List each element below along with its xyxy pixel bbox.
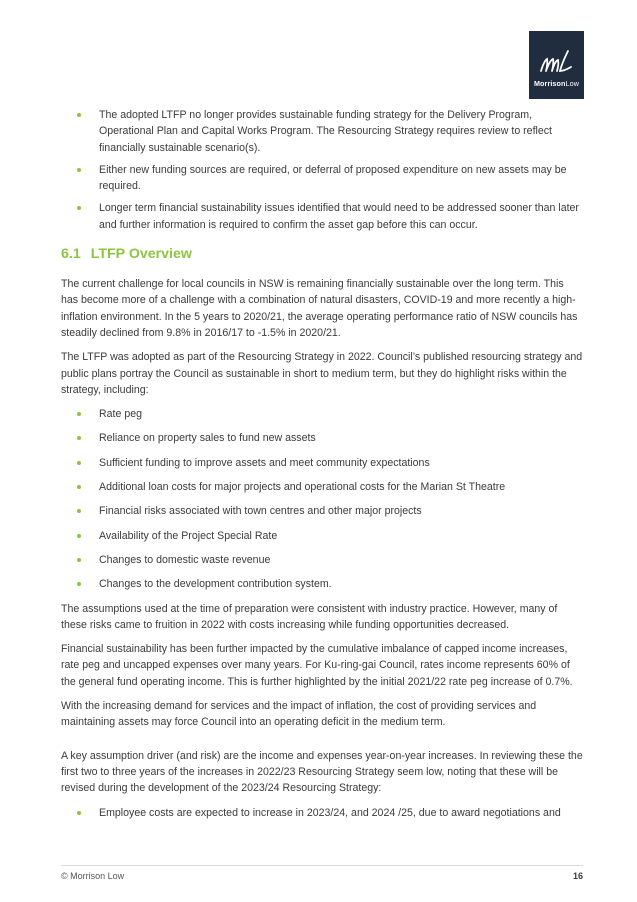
list-item: Rate peg (61, 406, 583, 422)
logo-wordmark: MorrisonLow (533, 79, 580, 88)
list-item: Financial risks associated with town centres and other major projects (61, 503, 583, 519)
list-item: Sufficient funding to improve assets and meet community expectations (61, 455, 583, 471)
footer-copyright: © Morrison Low (61, 871, 125, 881)
risk-bullet-list (61, 406, 583, 592)
paragraph: The assumptions used at the time of preparation were consistent with industry practice. However, many of these risks came to fruition in 2022 with costs increasing while funding opportunities decreased. (61, 602, 558, 631)
page-content (61, 107, 583, 829)
list-item: Employee costs are expected to increase in 2023/24, and 2024 /25, due to award negotiations and (61, 805, 583, 821)
list-item: Additional loan costs for major projects and operational costs for the Marian St Theatre (61, 479, 583, 495)
list-item: Longer term financial sustainability issues identified that would need to be addressed sooner than later and further information is required to confirm the asset gap before this can occur. (61, 200, 583, 233)
page-footer (61, 865, 583, 882)
paragraph: The LTFP was adopted as part of the Resourcing Strategy in 2022. Council’s published resourcing strategy and public plans portray the Council as sustainable in short to medium term, but they do highlight risks within the strategy, including: (61, 351, 583, 396)
morrison-low-logo (529, 31, 584, 99)
list-item: Changes to the development contribution system. (61, 576, 583, 592)
section-number: 6.1 (61, 246, 81, 263)
list-item: Changes to domestic waste revenue (61, 552, 583, 568)
section-heading (61, 245, 583, 263)
paragraph: Financial sustainability has been further impacted by the cumulative imbalance of capped income increases, rate peg and uncapped expenses over many years. For Ku-ring-gai Council, rates income represents 60% of the general fund operating income. This is further highlighted by the initial 2021/22 rate peg increase of 0.7%. (61, 643, 573, 688)
ml-monogram-icon (538, 49, 575, 75)
paragraph: With the increasing demand for services and the impact of inflation, the cost of providing services and maintaining assets may force Council into an operating deficit in the medium term. (61, 700, 537, 729)
paragraph: A key assumption driver (and risk) are the income and expenses year-on-year increases. In reviewing these the first two to three years of the increases in 2022/23 Resourcing Strategy seem low, noting that these will be revised during the development of the 2023/24 Resourcing Strategy: (61, 749, 583, 795)
intro-bullet-list (61, 107, 583, 233)
assumption-bullet-list (61, 805, 583, 821)
list-item: The adopted LTFP no longer provides sustainable funding strategy for the Delivery Program, Operational Plan and Capital Works Program. The Resourcing Strategy requires review to reflect financially sustainable scenario(s). (61, 107, 583, 156)
list-item: Reliance on property sales to fund new assets (61, 430, 583, 446)
list-item: Either new funding sources are required, or deferral of proposed expenditure on new assets may be required. (61, 162, 583, 195)
paragraph: The current challenge for local councils in NSW is remaining financially sustainable over the long term. This has become more of a challenge with a combination of natural disasters, COVID-19 and more recently a high-inflation environment. In the 5 years to 2020/21, the average operating performance ratio of NSW councils has steadily declined from 9.8% in 2016/17 to -1.5% in 2020/21. (61, 278, 578, 339)
page-number: 16 (572, 871, 583, 881)
section-title: LTFP Overview (90, 246, 192, 263)
list-item: Availability of the Project Special Rate (61, 528, 583, 544)
